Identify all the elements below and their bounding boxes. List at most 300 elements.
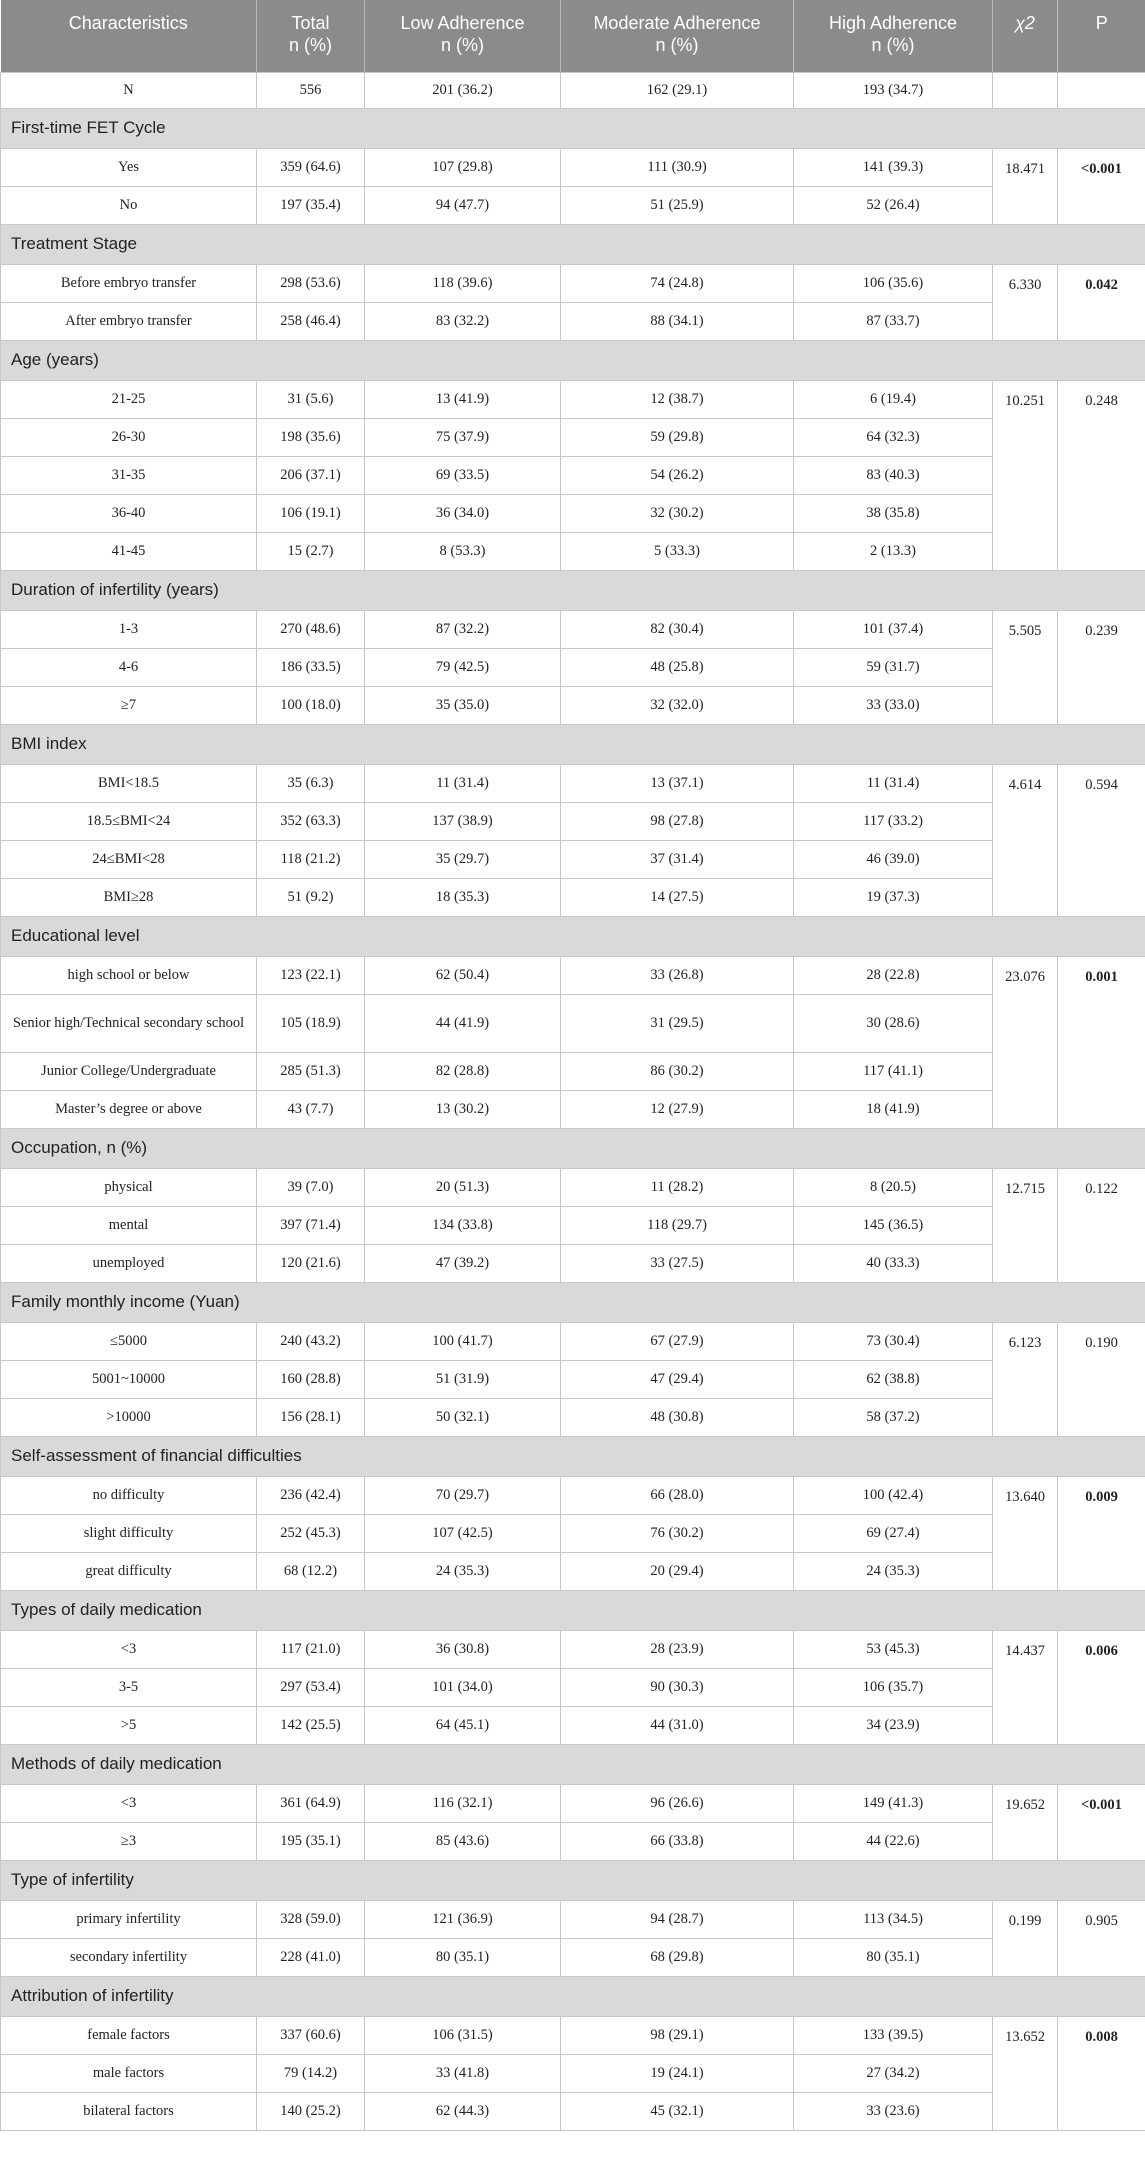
table-row bbox=[1, 1668, 1145, 1706]
cell-moderate: 86 (30.2) bbox=[561, 1052, 794, 1090]
cell-low: 51 (31.9) bbox=[365, 1360, 561, 1398]
cell-total: 142 (25.5) bbox=[257, 1706, 365, 1744]
table-row bbox=[1, 186, 1145, 224]
cell-high: 27 (34.2) bbox=[794, 2054, 993, 2092]
cell-high: 33 (23.6) bbox=[794, 2092, 993, 2130]
cell-high: 80 (35.1) bbox=[794, 1938, 993, 1976]
section-header-row bbox=[1, 224, 1145, 264]
cell-p-value: 0.248 bbox=[1058, 380, 1145, 570]
cell-chi-square: 10.251 bbox=[993, 380, 1058, 570]
cell-low: 87 (32.2) bbox=[365, 610, 561, 648]
row-label: BMI<18.5 bbox=[1, 764, 257, 802]
row-label: ≥7 bbox=[1, 686, 257, 724]
cell-moderate: 45 (32.1) bbox=[561, 2092, 794, 2130]
cell-total: 106 (19.1) bbox=[257, 494, 365, 532]
cell-moderate: 20 (29.4) bbox=[561, 1552, 794, 1590]
cell-low: 33 (41.8) bbox=[365, 2054, 561, 2092]
table-row bbox=[1, 686, 1145, 724]
cell-high: 87 (33.7) bbox=[794, 302, 993, 340]
table-row bbox=[1, 1206, 1145, 1244]
header-characteristics: Characteristics bbox=[1, 0, 257, 72]
cell-high: 44 (22.6) bbox=[794, 1822, 993, 1860]
header-chi-square: χ2 bbox=[993, 0, 1058, 72]
cell-chi-square: 6.123 bbox=[993, 1322, 1058, 1436]
table-row bbox=[1, 1322, 1145, 1360]
row-label: 36-40 bbox=[1, 494, 257, 532]
cell-moderate: 76 (30.2) bbox=[561, 1514, 794, 1552]
cell-high: 8 (20.5) bbox=[794, 1168, 993, 1206]
row-label: >5 bbox=[1, 1706, 257, 1744]
cell-high: 58 (37.2) bbox=[794, 1398, 993, 1436]
section-title: Duration of infertility (years) bbox=[1, 570, 1145, 610]
cell-total: 31 (5.6) bbox=[257, 380, 365, 418]
table-row bbox=[1, 148, 1145, 186]
cell-high: 33 (33.0) bbox=[794, 686, 993, 724]
row-label: 31-35 bbox=[1, 456, 257, 494]
cell-total: 118 (21.2) bbox=[257, 840, 365, 878]
cell-high: 145 (36.5) bbox=[794, 1206, 993, 1244]
section-title: BMI index bbox=[1, 724, 1145, 764]
row-label: 4-6 bbox=[1, 648, 257, 686]
table-row bbox=[1, 2054, 1145, 2092]
cell-total: 195 (35.1) bbox=[257, 1822, 365, 1860]
row-label: 24≤BMI<28 bbox=[1, 840, 257, 878]
cell-p-value: 0.905 bbox=[1058, 1900, 1145, 1976]
cell-chi-square: 19.652 bbox=[993, 1784, 1058, 1860]
cell-high: 24 (35.3) bbox=[794, 1552, 993, 1590]
cell-low: 18 (35.3) bbox=[365, 878, 561, 916]
cell-high: 19 (37.3) bbox=[794, 878, 993, 916]
cell-total: 79 (14.2) bbox=[257, 2054, 365, 2092]
cell-moderate: 44 (31.0) bbox=[561, 1706, 794, 1744]
cell-low: 35 (35.0) bbox=[365, 686, 561, 724]
row-label: 21-25 bbox=[1, 380, 257, 418]
cell-total: 297 (53.4) bbox=[257, 1668, 365, 1706]
header-total: Total n (%) bbox=[257, 0, 365, 72]
cell-total: 252 (45.3) bbox=[257, 1514, 365, 1552]
header-p-value: P bbox=[1058, 0, 1145, 72]
cell-chi-square: 13.640 bbox=[993, 1476, 1058, 1590]
section-header-row bbox=[1, 724, 1145, 764]
cell-high: 6 (19.4) bbox=[794, 380, 993, 418]
cell-total: 361 (64.9) bbox=[257, 1784, 365, 1822]
cell-total: 51 (9.2) bbox=[257, 878, 365, 916]
header-low-adherence: Low Adherence n (%) bbox=[365, 0, 561, 72]
table-row bbox=[1, 1052, 1145, 1090]
cell-low: 62 (44.3) bbox=[365, 2092, 561, 2130]
section-title: Age (years) bbox=[1, 340, 1145, 380]
table-row bbox=[1, 878, 1145, 916]
cell-moderate: 19 (24.1) bbox=[561, 2054, 794, 2092]
cell-chi-square: 18.471 bbox=[993, 148, 1058, 224]
cell-low: 83 (32.2) bbox=[365, 302, 561, 340]
cell-moderate: 11 (28.2) bbox=[561, 1168, 794, 1206]
table-row bbox=[1, 802, 1145, 840]
cell-moderate: 66 (33.8) bbox=[561, 1822, 794, 1860]
cell-p-value: 0.009 bbox=[1058, 1476, 1145, 1590]
row-label: no difficulty bbox=[1, 1476, 257, 1514]
cell-total: 197 (35.4) bbox=[257, 186, 365, 224]
cell-moderate: 5 (33.3) bbox=[561, 532, 794, 570]
cell-high: 117 (33.2) bbox=[794, 802, 993, 840]
row-label: Master’s degree or above bbox=[1, 1090, 257, 1128]
cell-moderate: 66 (28.0) bbox=[561, 1476, 794, 1514]
section-header-row bbox=[1, 1976, 1145, 2016]
table-row bbox=[1, 1244, 1145, 1282]
cell-moderate: 48 (30.8) bbox=[561, 1398, 794, 1436]
cell-low: 75 (37.9) bbox=[365, 418, 561, 456]
cell-high: 40 (33.3) bbox=[794, 1244, 993, 1282]
row-label: 26-30 bbox=[1, 418, 257, 456]
cell-moderate: 37 (31.4) bbox=[561, 840, 794, 878]
header-high-adherence: High Adherence n (%) bbox=[794, 0, 993, 72]
cell-total: 120 (21.6) bbox=[257, 1244, 365, 1282]
cell-moderate: 118 (29.7) bbox=[561, 1206, 794, 1244]
cell-low: 13 (30.2) bbox=[365, 1090, 561, 1128]
cell-moderate: 28 (23.9) bbox=[561, 1630, 794, 1668]
cell-low: 116 (32.1) bbox=[365, 1784, 561, 1822]
section-title: Treatment Stage bbox=[1, 224, 1145, 264]
table-header bbox=[1, 0, 1145, 72]
row-label: BMI≥28 bbox=[1, 878, 257, 916]
cell-high: 64 (32.3) bbox=[794, 418, 993, 456]
cell-high: 101 (37.4) bbox=[794, 610, 993, 648]
cell-total: 156 (28.1) bbox=[257, 1398, 365, 1436]
section-title: Family monthly income (Yuan) bbox=[1, 1282, 1145, 1322]
cell-total: 352 (63.3) bbox=[257, 802, 365, 840]
row-label: bilateral factors bbox=[1, 2092, 257, 2130]
table-row bbox=[1, 956, 1145, 994]
cell-moderate: 33 (27.5) bbox=[561, 1244, 794, 1282]
row-label: After embryo transfer bbox=[1, 302, 257, 340]
cell-moderate: 67 (27.9) bbox=[561, 1322, 794, 1360]
cell-high: 2 (13.3) bbox=[794, 532, 993, 570]
cell-moderate: 94 (28.7) bbox=[561, 1900, 794, 1938]
row-label: Senior high/Technical secondary school bbox=[1, 994, 257, 1052]
table-row bbox=[1, 1706, 1145, 1744]
cell-high: 46 (39.0) bbox=[794, 840, 993, 878]
section-header-row bbox=[1, 1860, 1145, 1900]
cell-high: 52 (26.4) bbox=[794, 186, 993, 224]
cell-p-value: 0.042 bbox=[1058, 264, 1145, 340]
row-label: <3 bbox=[1, 1784, 257, 1822]
cell-total: 397 (71.4) bbox=[257, 1206, 365, 1244]
cell-total: 359 (64.6) bbox=[257, 148, 365, 186]
table-row bbox=[1, 610, 1145, 648]
row-label: 41-45 bbox=[1, 532, 257, 570]
cell-total: 123 (22.1) bbox=[257, 956, 365, 994]
cell-high: 73 (30.4) bbox=[794, 1322, 993, 1360]
cell-total: 140 (25.2) bbox=[257, 2092, 365, 2130]
cell-total: 35 (6.3) bbox=[257, 764, 365, 802]
cell-moderate: 14 (27.5) bbox=[561, 878, 794, 916]
cell-p-value: <0.001 bbox=[1058, 148, 1145, 224]
cell-high: 117 (41.1) bbox=[794, 1052, 993, 1090]
cell-moderate: 31 (29.5) bbox=[561, 994, 794, 1052]
section-header-row bbox=[1, 108, 1145, 148]
row-label: Junior College/Undergraduate bbox=[1, 1052, 257, 1090]
cell-low: 107 (42.5) bbox=[365, 1514, 561, 1552]
cell-total: 337 (60.6) bbox=[257, 2016, 365, 2054]
cell-low: 80 (35.1) bbox=[365, 1938, 561, 1976]
table-row bbox=[1, 1360, 1145, 1398]
section-title: Methods of daily medication bbox=[1, 1744, 1145, 1784]
cell-moderate: 82 (30.4) bbox=[561, 610, 794, 648]
cell-high: 149 (41.3) bbox=[794, 1784, 993, 1822]
cell-high: 28 (22.8) bbox=[794, 956, 993, 994]
cell-p-value: 0.008 bbox=[1058, 2016, 1145, 2130]
table-row bbox=[1, 302, 1145, 340]
cell-chi-square: 6.330 bbox=[993, 264, 1058, 340]
cell-low: 100 (41.7) bbox=[365, 1322, 561, 1360]
cell-high: 62 (38.8) bbox=[794, 1360, 993, 1398]
cell-low: 24 (35.3) bbox=[365, 1552, 561, 1590]
table-row bbox=[1, 532, 1145, 570]
section-title: Occupation, n (%) bbox=[1, 1128, 1145, 1168]
cell-chi-square: 13.652 bbox=[993, 2016, 1058, 2130]
cell-total: 186 (33.5) bbox=[257, 648, 365, 686]
cell-p-value: 0.239 bbox=[1058, 610, 1145, 724]
row-label: female factors bbox=[1, 2016, 257, 2054]
row-label: secondary infertility bbox=[1, 1938, 257, 1976]
cell-high: 18 (41.9) bbox=[794, 1090, 993, 1128]
cell-low: 50 (32.1) bbox=[365, 1398, 561, 1436]
row-label: 3-5 bbox=[1, 1668, 257, 1706]
cell-high: 100 (42.4) bbox=[794, 1476, 993, 1514]
cell-chi-square: 5.505 bbox=[993, 610, 1058, 724]
cell-high: 30 (28.6) bbox=[794, 994, 993, 1052]
table-body bbox=[1, 72, 1145, 2130]
cell-moderate: 111 (30.9) bbox=[561, 148, 794, 186]
cell-total: 43 (7.7) bbox=[257, 1090, 365, 1128]
cell-moderate: 12 (38.7) bbox=[561, 380, 794, 418]
section-header-row bbox=[1, 1282, 1145, 1322]
cell-moderate: 59 (29.8) bbox=[561, 418, 794, 456]
row-label: physical bbox=[1, 1168, 257, 1206]
cell-low: 106 (31.5) bbox=[365, 2016, 561, 2054]
cell-low: 118 (39.6) bbox=[365, 264, 561, 302]
cell-total: 240 (43.2) bbox=[257, 1322, 365, 1360]
cell-moderate: 98 (27.8) bbox=[561, 802, 794, 840]
cell-low: 69 (33.5) bbox=[365, 456, 561, 494]
table-row bbox=[1, 1398, 1145, 1436]
row-label: great difficulty bbox=[1, 1552, 257, 1590]
row-label: mental bbox=[1, 1206, 257, 1244]
header-moderate-adherence: Moderate Adherence n (%) bbox=[561, 0, 794, 72]
row-label: 1-3 bbox=[1, 610, 257, 648]
table-row bbox=[1, 418, 1145, 456]
cell-low: 70 (29.7) bbox=[365, 1476, 561, 1514]
table-row bbox=[1, 380, 1145, 418]
cell-moderate: 32 (30.2) bbox=[561, 494, 794, 532]
n-moderate: 162 (29.1) bbox=[561, 72, 794, 108]
row-label: No bbox=[1, 186, 257, 224]
row-label: >10000 bbox=[1, 1398, 257, 1436]
cell-high: 34 (23.9) bbox=[794, 1706, 993, 1744]
cell-chi-square: 4.614 bbox=[993, 764, 1058, 916]
total-n-row bbox=[1, 72, 1145, 108]
cell-moderate: 32 (32.0) bbox=[561, 686, 794, 724]
table-row bbox=[1, 494, 1145, 532]
cell-moderate: 51 (25.9) bbox=[561, 186, 794, 224]
n-chi bbox=[993, 72, 1058, 108]
row-label: unemployed bbox=[1, 1244, 257, 1282]
n-label: N bbox=[1, 72, 257, 108]
cell-high: 53 (45.3) bbox=[794, 1630, 993, 1668]
row-label: 18.5≤BMI<24 bbox=[1, 802, 257, 840]
n-high: 193 (34.7) bbox=[794, 72, 993, 108]
cell-low: 79 (42.5) bbox=[365, 648, 561, 686]
section-header-row bbox=[1, 916, 1145, 956]
table-row bbox=[1, 456, 1145, 494]
cell-total: 236 (42.4) bbox=[257, 1476, 365, 1514]
cell-total: 68 (12.2) bbox=[257, 1552, 365, 1590]
cell-high: 106 (35.6) bbox=[794, 264, 993, 302]
table-row bbox=[1, 2016, 1145, 2054]
cell-high: 69 (27.4) bbox=[794, 1514, 993, 1552]
cell-total: 206 (37.1) bbox=[257, 456, 365, 494]
section-title: Attribution of infertility bbox=[1, 1976, 1145, 2016]
section-header-row bbox=[1, 1128, 1145, 1168]
row-label: primary infertility bbox=[1, 1900, 257, 1938]
cell-p-value: 0.190 bbox=[1058, 1322, 1145, 1436]
table-row bbox=[1, 840, 1145, 878]
cell-total: 298 (53.6) bbox=[257, 264, 365, 302]
table-row bbox=[1, 1900, 1145, 1938]
cell-total: 105 (18.9) bbox=[257, 994, 365, 1052]
section-title: Types of daily medication bbox=[1, 1590, 1145, 1630]
cell-moderate: 48 (25.8) bbox=[561, 648, 794, 686]
cell-low: 82 (28.8) bbox=[365, 1052, 561, 1090]
section-title: First-time FET Cycle bbox=[1, 108, 1145, 148]
cell-p-value: 0.001 bbox=[1058, 956, 1145, 1128]
n-total: 556 bbox=[257, 72, 365, 108]
cell-high: 133 (39.5) bbox=[794, 2016, 993, 2054]
cell-moderate: 74 (24.8) bbox=[561, 264, 794, 302]
cell-low: 137 (38.9) bbox=[365, 802, 561, 840]
cell-moderate: 96 (26.6) bbox=[561, 1784, 794, 1822]
cell-high: 106 (35.7) bbox=[794, 1668, 993, 1706]
row-label: ≥3 bbox=[1, 1822, 257, 1860]
cell-total: 117 (21.0) bbox=[257, 1630, 365, 1668]
row-label: <3 bbox=[1, 1630, 257, 1668]
cell-p-value: 0.594 bbox=[1058, 764, 1145, 916]
cell-total: 15 (2.7) bbox=[257, 532, 365, 570]
cell-total: 100 (18.0) bbox=[257, 686, 365, 724]
n-low: 201 (36.2) bbox=[365, 72, 561, 108]
section-header-row bbox=[1, 1436, 1145, 1476]
cell-moderate: 47 (29.4) bbox=[561, 1360, 794, 1398]
n-p bbox=[1058, 72, 1145, 108]
section-header-row bbox=[1, 570, 1145, 610]
cell-low: 101 (34.0) bbox=[365, 1668, 561, 1706]
row-label: Yes bbox=[1, 148, 257, 186]
table-row bbox=[1, 994, 1145, 1052]
row-label: Before embryo transfer bbox=[1, 264, 257, 302]
cell-p-value: <0.001 bbox=[1058, 1784, 1145, 1860]
cell-total: 160 (28.8) bbox=[257, 1360, 365, 1398]
cell-high: 83 (40.3) bbox=[794, 456, 993, 494]
cell-low: 121 (36.9) bbox=[365, 1900, 561, 1938]
section-header-row bbox=[1, 1744, 1145, 1784]
cell-low: 44 (41.9) bbox=[365, 994, 561, 1052]
cell-total: 285 (51.3) bbox=[257, 1052, 365, 1090]
table-row bbox=[1, 1938, 1145, 1976]
cell-moderate: 90 (30.3) bbox=[561, 1668, 794, 1706]
cell-moderate: 13 (37.1) bbox=[561, 764, 794, 802]
cell-moderate: 68 (29.8) bbox=[561, 1938, 794, 1976]
row-label: male factors bbox=[1, 2054, 257, 2092]
cell-high: 11 (31.4) bbox=[794, 764, 993, 802]
section-header-row bbox=[1, 340, 1145, 380]
cell-high: 113 (34.5) bbox=[794, 1900, 993, 1938]
cell-total: 39 (7.0) bbox=[257, 1168, 365, 1206]
cell-low: 47 (39.2) bbox=[365, 1244, 561, 1282]
row-label: ≤5000 bbox=[1, 1322, 257, 1360]
cell-moderate: 54 (26.2) bbox=[561, 456, 794, 494]
table-row bbox=[1, 1090, 1145, 1128]
cell-total: 228 (41.0) bbox=[257, 1938, 365, 1976]
cell-moderate: 33 (26.8) bbox=[561, 956, 794, 994]
table-row bbox=[1, 1822, 1145, 1860]
row-label: high school or below bbox=[1, 956, 257, 994]
cell-p-value: 0.006 bbox=[1058, 1630, 1145, 1744]
cell-total: 328 (59.0) bbox=[257, 1900, 365, 1938]
cell-moderate: 12 (27.9) bbox=[561, 1090, 794, 1128]
cell-high: 59 (31.7) bbox=[794, 648, 993, 686]
cell-p-value: 0.122 bbox=[1058, 1168, 1145, 1282]
cell-chi-square: 14.437 bbox=[993, 1630, 1058, 1744]
cell-low: 13 (41.9) bbox=[365, 380, 561, 418]
cell-chi-square: 12.715 bbox=[993, 1168, 1058, 1282]
cell-total: 258 (46.4) bbox=[257, 302, 365, 340]
table-row bbox=[1, 1476, 1145, 1514]
cell-low: 36 (30.8) bbox=[365, 1630, 561, 1668]
cell-low: 94 (47.7) bbox=[365, 186, 561, 224]
cell-low: 64 (45.1) bbox=[365, 1706, 561, 1744]
table-row bbox=[1, 1514, 1145, 1552]
table-row bbox=[1, 1784, 1145, 1822]
cell-total: 198 (35.6) bbox=[257, 418, 365, 456]
cell-low: 62 (50.4) bbox=[365, 956, 561, 994]
cell-low: 134 (33.8) bbox=[365, 1206, 561, 1244]
row-label: 5001~10000 bbox=[1, 1360, 257, 1398]
table-row bbox=[1, 764, 1145, 802]
table-row bbox=[1, 648, 1145, 686]
cell-low: 36 (34.0) bbox=[365, 494, 561, 532]
table-row bbox=[1, 1552, 1145, 1590]
cell-moderate: 88 (34.1) bbox=[561, 302, 794, 340]
cell-low: 11 (31.4) bbox=[365, 764, 561, 802]
table-row bbox=[1, 2092, 1145, 2130]
cell-low: 35 (29.7) bbox=[365, 840, 561, 878]
section-title: Educational level bbox=[1, 916, 1145, 956]
cell-low: 20 (51.3) bbox=[365, 1168, 561, 1206]
section-header-row bbox=[1, 1590, 1145, 1630]
table-row bbox=[1, 1630, 1145, 1668]
cell-low: 107 (29.8) bbox=[365, 148, 561, 186]
cell-low: 8 (53.3) bbox=[365, 532, 561, 570]
row-label: slight difficulty bbox=[1, 1514, 257, 1552]
cell-high: 38 (35.8) bbox=[794, 494, 993, 532]
section-title: Type of infertility bbox=[1, 1860, 1145, 1900]
section-title: Self-assessment of financial difficulties bbox=[1, 1436, 1145, 1476]
cell-chi-square: 23.076 bbox=[993, 956, 1058, 1128]
cell-chi-square: 0.199 bbox=[993, 1900, 1058, 1976]
cell-low: 85 (43.6) bbox=[365, 1822, 561, 1860]
table-row bbox=[1, 1168, 1145, 1206]
cell-moderate: 98 (29.1) bbox=[561, 2016, 794, 2054]
